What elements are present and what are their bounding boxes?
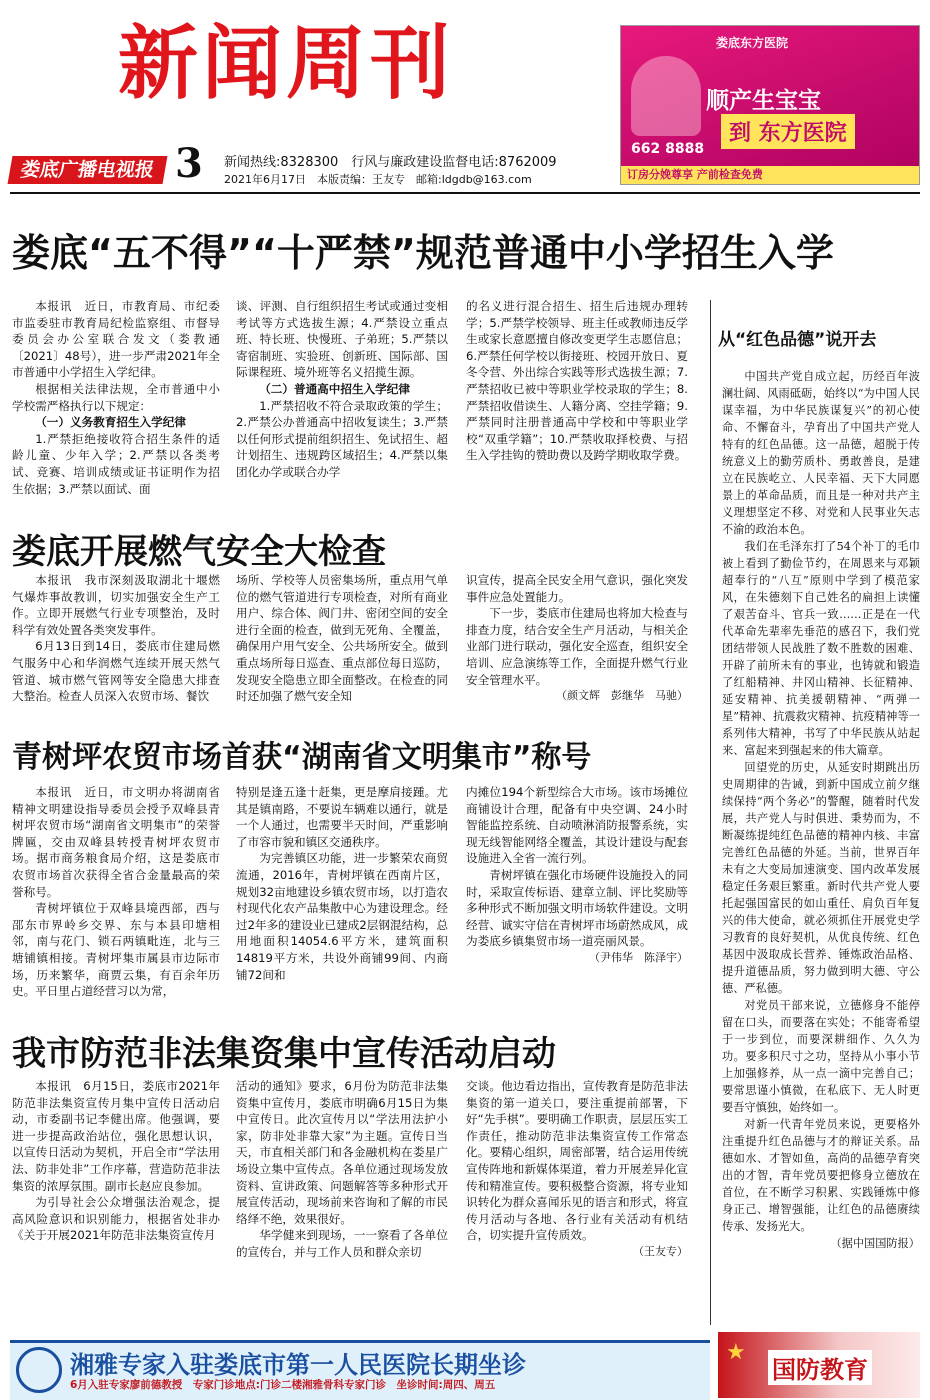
date-line: 2021年6月17日 本版责编：王友专 邮箱:ldgdb@163.com [224, 173, 532, 186]
paragraph: 的名义进行混合招生、招生后违规办理转学；5.严禁学校领导、班主任或教师违反学生或家长意愿擅自修改变更学生志愿信息；6.严禁任何学校以街接班、校园开放日、夏冬令营、外出综合实践等形式选拔生源；7.严禁招收已被中等职业学校录取的学生；8.严禁招收借读生、人籍分离、空挂学籍；9.严禁同时注册普通高中学校和中等职业学校“双重学籍”；10.严禁收取择校费、与招生入学挂钩的赞助费以及跨学期收取学费。 [466, 299, 688, 463]
bottom-ad[interactable] [10, 1340, 710, 1400]
paragraph: 活动的通知》要求，6月份为防范非法集资集中宣传月，娄底市明确6月15日为集中宣传日。此次宣传月以“学法用法护小家，防非处非靠大家”为主题。宣传日当天，市直相关部门和各金融机构在娄星广场设立集中宣传点。各单位通过现场发放资料、宣讲政策、问题解答等多种形式开展宣传活动，现场前来咨询和了解的市民络绎不绝，效果很好。 [236, 1079, 448, 1226]
article2-col1 [12, 572, 220, 705]
ad-phone: 662 8888 [631, 141, 705, 157]
ad-slogan-1: 顺产生宝宝 [706, 87, 821, 114]
article2-col2 [236, 572, 448, 705]
paragraph: 场所、学校等人员密集场所，重点用气单位的燃气管道进行专项检查，对所有商业用户、综合体、阀门井、密闭空间的安全进行全面的检查，做到无死角、全覆盖，确保用户用气安全、公共场所安全。做到重点场所每日巡查、重点部位每日巡防，发现安全隐患立即全面整改。在检查的同时还加强了燃气安全知 [236, 573, 448, 704]
paragraph: 为完善镇区功能，进一步繁荣农商贸流通，2016年，青树坪镇在西南片区，规划32亩地建设乡镇农贸市场，以打造农村现代化农产品集散中心为建设理念。经过2年多的建设业已建成2层钢混结构，总用地面积14054.6平方米，建筑面积14819平方米，共设外商铺99间、内商铺72间和 [236, 851, 448, 982]
bottom-ad-headline: 湘雅专家入驻娄底市第一人民医院长期坐诊 [70, 1351, 526, 1379]
article3-col2 [236, 784, 448, 983]
paragraph: 本报讯 近日，市文明办将湖南省精神文明建设指导委员会授予双峰县青树坪农贸市场“湖南省文明集市”的荣誉牌匾，交由双峰县转授青树坪农贸市场。据市商务粮食局介绍，这是娄底市农贸市场首次获得全省合金量最高的荣誉称号。 [12, 785, 220, 899]
bottom-ad-sub: 6月入驻专家廖前德教授 专家门诊地点:门诊二楼湘雅骨科专家门诊 坐诊时间:周四、周五 [70, 1379, 496, 1391]
article4-col1 [12, 1078, 220, 1244]
ad-bar: 订房分娩尊享 产前检查免费 [621, 166, 919, 184]
article2-title: 娄底开展燃气安全大检查 [12, 532, 386, 572]
paragraph: 内摊位194个新型综合大市场。该市场摊位商铺设计合理，配备有中央空调、24小时智能监控系统、自动喷淋消防报警系统，实现无线智能网络全覆盖，其设计建设与配套设施进入全省一流行列。 [466, 785, 688, 866]
paragraph: 根据相关法律法规，全市普通中小学校需严格执行以下规定： [12, 381, 220, 413]
article4-col2 [236, 1078, 448, 1261]
mother-figure [631, 56, 701, 136]
sidebar-body [722, 368, 920, 1252]
column-divider [710, 300, 711, 1325]
paragraph: 回望党的历史，从延安时期跳出历史周期律的告诫，到新中国成立前夕继续保持“两个务必”的警醒，随着时代发展，共产党人与时俱进、秉势而为，不断凝练提纯红色品德的精神内核、丰富完善红色品德的外延。当前，世界百年未有之大变局加速演变、国内改革发展稳定任务艰巨繁重。新时代共产党人要托起强国富民的如山重任、肩负百年复兴的伟大使命，就必须抓住开展党史学习教育的良好契机，从优良传统、红色基因中汲取成长营养、锤炼政治品格、提升道德品质，努力做到明大德、守公德、严私德。 [722, 761, 920, 995]
paragraph: 6月13日到14日，娄底市住建局燃气服务中心和华润燃气连续开展天然气管道、城市燃气管网等安全隐患大排查大整治。检查人员深入农贸市场、餐饮 [12, 639, 220, 704]
paragraph: 青树坪镇在强化市场硬件设施投入的同时，采取宣传标语、建章立制、评比奖励等多种形式不断加强文明市场软件建设。文明经营、诚实守信在青树坪市场蔚然成风，成为娄底乡镇集贸市场一道亮丽风景。 [466, 867, 688, 949]
paragraph: 青树坪镇位于双峰县境西部，西与邵东市界岭乡交界、东与本县印塘相邻，南与花门、锁石两镇毗连，北与三塘铺镇相接。青树坪集市属县市边际市场，历来繁华，商贾云集，有百余年历史。平日里占道经营习以为常， [12, 901, 220, 999]
subheading: （一）义务教育招生入学纪律 [35, 415, 186, 430]
paragraph: 我们在毛泽东打了54个补丁的毛巾被上看到了勤俭节约，在周恩来与邓颖超奉行的“八互”原则中学到了模范家风，在朱德刻下自己姓名的扁担上读懂了艰苦奋斗、官兵一致……正是在一代代革命先辈率先垂范的感召下，我们党团结带领人民战胜了数不胜数的困难、开辟了前所未有的事业，也铸就和锻造了红船精神、井冈山精神、长征精神、延安精神、抗美援朝精神、“两弹一星”精神、抗震救灾精神、抗疫精神等一系列伟大精神，书写了中华民族从站起来、富起来到强起来的伟大篇章。 [722, 540, 920, 757]
paragraph: 本报讯 近日，市教育局、市纪委市监委驻市教育局纪检监察组、市督导委员会办公室联合发文（娄教通〔2021〕48号），进一步严肃2021年全市普通中小学招生入学纪律。 [12, 299, 220, 380]
byline: （王友专） [633, 1244, 688, 1258]
defense-title: 国防教育 [768, 1350, 872, 1385]
article3-col3 [466, 784, 688, 967]
byline: （据中国国防报） [830, 1237, 920, 1250]
paragraph: 1.严禁招收不符合录取政策的学生；2.严禁公办普通高中招收复读生；3.严禁以任何形式提前组织招生、免试招生、超计划招生、违规跨区域招生；4.严禁以集团化办学或联合办学 [236, 398, 448, 479]
masthead-title: 新闻周刊 [118, 16, 454, 110]
ad-hospital-name: 娄底东方医院 [716, 36, 789, 50]
paragraph: 识宣传，提高全民安全用气意识，强化突发事件应急处置能力。 [466, 573, 688, 604]
article3-title: 青树坪农贸市场首获“湖南省文明集市”称号 [12, 740, 592, 775]
article1-title: 娄底“五不得”“十严禁”规范普通中小学招生入学 [12, 231, 834, 275]
hotline: 新闻热线:8328300 行风与廉政建设监督电话:8762009 [224, 155, 557, 170]
paragraph: 本报讯 我市深刻汲取湖北十堰燃气爆炸事故教训，切实加强安全生产工作。立即开展燃气行业专项整治，及时科学有效处置各类突发事件。 [12, 573, 220, 637]
paragraph: 下一步，娄底市住建局也将加大检查与排查力度，结合安全生产月活动，与相关企业部门进行联动，强化安全巡查，组织安全培训、应急演练等工作，全面提升燃气行业安全管理水平。 [466, 606, 688, 687]
divider [10, 192, 920, 194]
article2-col3 [466, 572, 688, 705]
article1-col2 [236, 298, 448, 481]
byline: （尹伟华 陈泽宇） [589, 950, 688, 964]
brand-banner: 娄底广播电视报 [8, 156, 168, 184]
article4-col3 [466, 1078, 688, 1261]
sidebar-title: 从“红色品德”说开去 [718, 330, 877, 350]
defense-banner [718, 1332, 920, 1398]
ad-slogan-2: 到 东方医院 [721, 114, 855, 149]
subheading: （二）普通高中招生入学纪律 [259, 381, 410, 396]
star-icon: ★ [726, 1340, 746, 1365]
paragraph: 交谈。他边看边指出，宣传教育是防范非法集资的第一道关口，要注重提前部署，下好“先手棋”。要明确工作职责，层层压实工作责任，推动防范非法集资宣传工作常态化。要精心组织，周密部署，结合运用传统宣传阵地和新媒体渠道，着力开展差异化宣传和精准宣传。要积极整合资源，将专业知识转化为群众喜闻乐见的语言和形式，将宣传月活动与各地、各行业有关活动有机结合，切实提升宣传质效。 [466, 1079, 688, 1243]
paragraph: 本报讯 6月15日，娄底市2021年防范非法集资宣传月集中宣传日活动启动，市委副书记李健出席。他强调，要进一步提高政治站位，强化思想认识，以宣传日活动为契机，开启全市“学法用法、防非处非”工作序幕，营造防范非法集资的浓厚氛围。副市长赵应良参加。 [12, 1079, 220, 1193]
article4-title: 我市防范非法集资集中宣传活动启动 [12, 1034, 556, 1074]
article1-col3 [466, 298, 688, 464]
article1-col1 [12, 298, 220, 497]
byline: （颜文辉 彭继华 马驰） [556, 689, 688, 703]
paragraph: 对新一代青年党员来说，更要格外注重提升红色品德与才的辩证关系。品德如水、才智如鱼，高尚的品德孕育突出的才智，青年党员要把修身立德放在首位，在不断学习积累、实践锤炼中修身正己、增智强能，让红色的品德赓续传承、发扬光大。 [722, 1118, 920, 1233]
paragraph: 1.严禁拒绝接收符合招生条件的适龄儿童、少年入学；2.严禁以各类考试、竞赛、培训成绩或证书证明作为招生依据；3.严禁以面试、面 [12, 431, 220, 496]
paragraph: 对党员干部来说，立德修身不能停留在口头，而要落在实处；不能寄希望于一步到位，而要深耕细作、久久为功。要多积尺寸之功，坚持从小事小节上加强修养，从一点一滴中完善自己；要常思谨小慎微，在私底下、无人时更要吾守慎独，始终如一。 [722, 999, 920, 1114]
paragraph: 特别是逢五逢十赶集，更是摩肩接踵。尤其是镇南路，不要说车辆难以通行，就是一个人通过，也需要半天时间，严重影响了市容市貌和镇区交通秩序。 [236, 785, 448, 849]
article3-col1 [12, 784, 220, 1000]
paragraph: 为引导社会公众增强法治观念，提高风险意识和识别能力，根据省处非办《关于开展2021年防范非法集资宣传月 [12, 1195, 220, 1243]
hospital-ad[interactable] [620, 25, 920, 185]
hospital-logo-icon [16, 1347, 62, 1393]
paragraph: 中国共产党自成立起，历经百年波澜壮阔、风雨砥砺，始终以“为中国人民谋幸福，为中华民族谋复兴”的初心使命、不懈奋斗，孕育出了中国共产党人特有的红色品德。这一品德，超脱于传统意义上的勤劳质朴、勇敢善良，是建立在民族屹立、人民幸福、天下大同愿景上的革命品质，而且是一种对共产主义理想坚定不移、对党和人民事业矢志不渝的政治本色。 [722, 370, 920, 536]
page-number: 3 [175, 140, 203, 187]
paragraph: 华学健来到现场，一一察看了各单位的宣传台，并与工作人员和群众亲切 [236, 1228, 448, 1259]
paragraph: 谈、评测、自行组织招生考试或通过变相考试等方式选拔生源；4.严禁设立重点班、特长班、快慢班、子弟班；5.严禁以寄宿制班、实验班、创新班、国际部、国际课程班、境外班等名义招揽生源。 [236, 299, 448, 380]
